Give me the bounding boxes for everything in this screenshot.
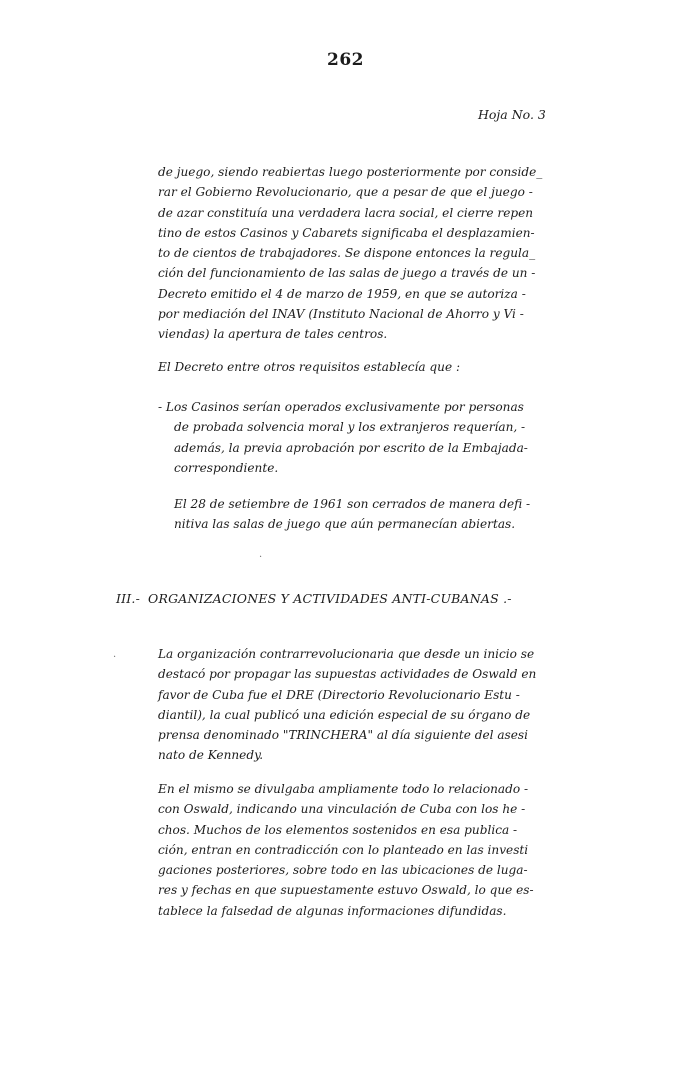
paragraph-decree-requirements [158,357,578,377]
paragraph-requirement-item [158,397,578,478]
text-line: de probada solvencia moral y los extranjeros requerían, - [174,420,526,435]
section-heading [116,591,512,606]
scan-speck: · [259,552,263,563]
text-line: por mediación del INAV (Instituto Nacional de Ahorro y Vi - [158,307,524,322]
scan-speck: · [113,652,117,663]
text-line: El 28 de setiembre de 1961 son cerrados de manera defi - [174,497,531,511]
text-line: nato de Kennedy. [158,748,264,763]
text-line: además, la previa aprobación por escrito de la Embajada- [174,440,528,455]
text-line: nitiva las salas de juego que aún permanecían abiertas. [174,517,516,532]
text-line: favor de Cuba fue el DRE (Directorio Revolucionario Estu - [158,687,520,702]
text-line: ción del funcionamiento de las salas de juego a través de un - [158,266,536,281]
text-line: En el mismo se divulgaba ampliamente todo lo relacionado - [158,782,529,796]
text-line: diantil), la cual publicó una edición especial de su órgano de [158,707,531,722]
text-line: tino de estos Casinos y Cabarets significaba el desplazamien- [158,225,535,240]
text-line: viendas) la apertura de tales centros. [158,327,388,342]
section-number: III.- [116,591,141,606]
paragraph-casinos-reopening [158,162,578,345]
section-title: ORGANIZACIONES Y ACTIVIDADES ANTI-CUBANAS .- [148,591,512,606]
paragraph-dre-organization [158,644,578,766]
text-line: de juego, siendo reabiertas luego posteriormente por conside_ [158,165,543,179]
text-line: correspondiente. [174,460,279,475]
text-line: tablece la falsedad de algunas informaciones difundidas. [158,903,507,918]
text-line: prensa denominado "TRINCHERA" al día siguiente del asesi [158,728,528,743]
page-number: 262 [327,50,364,70]
text-line: de azar constituía una verdadera lacra social, el cierre repen [158,205,534,220]
text-line: con Oswald, indicando una vinculación de Cuba con los he - [158,802,526,817]
text-line: destacó por propagar las supuestas actividades de Oswald en [158,667,537,682]
paragraph-oswald-publication [158,779,578,921]
text-line: Decreto emitido el 4 de marzo de 1959, en que se autoriza - [158,286,526,301]
text-line: chos. Muchos de los elementos sostenidos en esa publica - [158,822,518,837]
text-line: - Los Casinos serían operados exclusivamente por personas [158,400,524,414]
text-line: gaciones posteriores, sobre todo en las ubicaciones de luga- [158,863,528,878]
text-line: ción, entran en contradicción con lo planteado en las investi [158,842,529,857]
paragraph-closure-1961 [174,494,578,535]
text-line: La organización contrarrevolucionaria que desde un inicio se [158,647,535,661]
sheet-label: Hoja No. 3 [478,107,546,122]
text-line: res y fechas en que supuestamente estuvo Oswald, lo que es- [158,883,534,898]
text-line: El Decreto entre otros requisitos establecía que : [158,360,461,374]
text-line: to de cientos de trabajadores. Se dispone entonces la regula_ [158,246,536,261]
text-line: rar el Gobierno Revolucionario, que a pesar de que el juego - [158,185,533,200]
